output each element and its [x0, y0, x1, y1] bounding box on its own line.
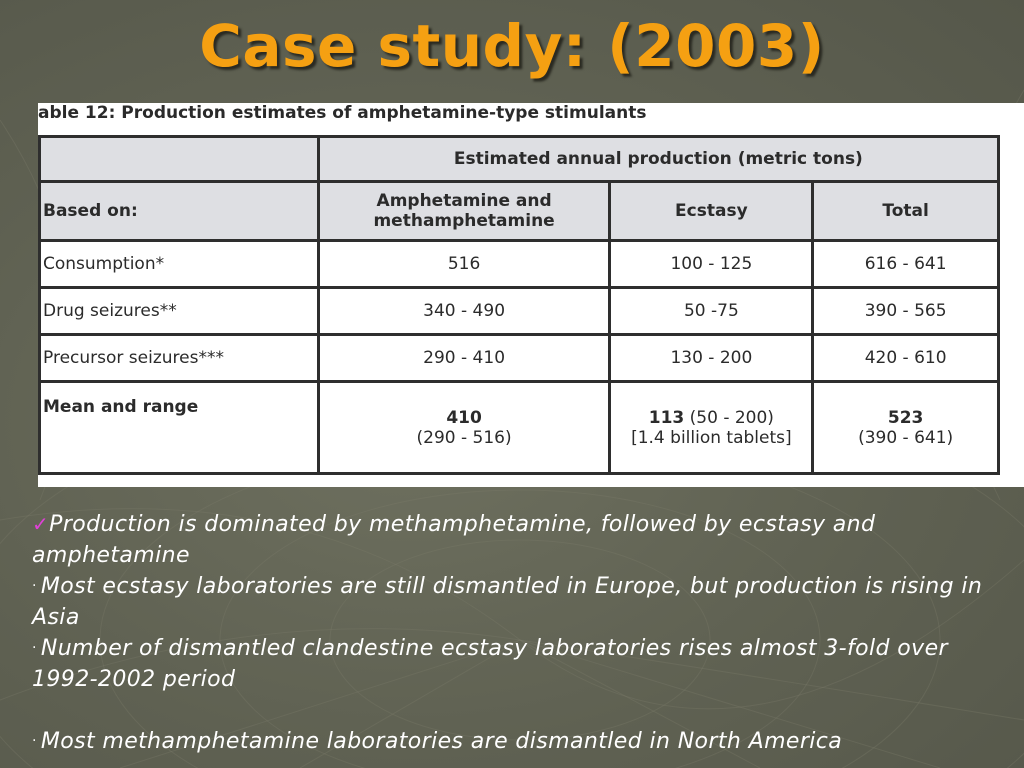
- ecstasy-cell: 130 - 200: [610, 335, 813, 382]
- bullet-item: [32, 571, 1000, 633]
- mean-row: [40, 382, 999, 474]
- amphetamine-mean-range: (290 - 516): [416, 427, 512, 448]
- bullet-text: Most ecstasy laboratories are still dismantled in Europe, but production is rising in Asia: [32, 574, 983, 630]
- row-label: Consumption*: [40, 241, 319, 288]
- checkmark-icon: ✓: [32, 512, 50, 536]
- group-header-cell: Estimated annual production (metric tons): [318, 137, 998, 182]
- row-label: Drug seizures**: [40, 288, 319, 335]
- ecstasy-cell: 50 -75: [610, 288, 813, 335]
- bullet-text: Number of dismantled clandestine ecstasy laboratories rises almost 3-fold over 1992-2002 period: [32, 636, 948, 692]
- ecstasy-column-header: Ecstasy: [610, 182, 813, 241]
- slide-title: Case study: (2003): [199, 12, 825, 80]
- table-corner-cell: [40, 137, 319, 182]
- ecstasy-mean-range: (50 - 200): [689, 407, 774, 428]
- row-label: Precursor seizures***: [40, 335, 319, 382]
- total-column-header: Total: [813, 182, 999, 241]
- total-cell: 420 - 610: [813, 335, 999, 382]
- bullet-spacer: [32, 695, 1000, 726]
- amphetamine-column-header: [318, 182, 610, 241]
- bullet-text: Production is dominated by methamphetamine, followed by ecstasy and amphetamine: [32, 512, 876, 568]
- mean-label: Mean and range: [40, 382, 319, 474]
- amphetamine-cell: 290 - 410: [318, 335, 610, 382]
- total-mean-value: 523: [887, 407, 924, 428]
- total-cell: 616 - 641: [813, 241, 999, 288]
- table-row: [40, 335, 999, 382]
- ecstasy-tablets-note: [1.4 billion tablets]: [631, 427, 792, 448]
- ecstasy-mean-cell: [610, 382, 813, 474]
- amphetamine-cell: 340 - 490: [318, 288, 610, 335]
- based-on-header: Based on:: [40, 182, 319, 241]
- bullet-dot-icon: ·: [32, 733, 37, 749]
- bullet-item: [32, 726, 1000, 757]
- bullet-text: Most methamphetamine laboratories are dismantled in North America: [40, 729, 843, 754]
- total-mean-cell: [813, 382, 999, 474]
- production-table: [38, 135, 1000, 475]
- bullet-item: [32, 509, 1000, 571]
- table-row: [40, 241, 999, 288]
- ecstasy-mean-value: 113: [648, 407, 685, 428]
- total-cell: 390 - 565: [813, 288, 999, 335]
- table-group-header-row: [40, 137, 999, 182]
- table-header-row: [40, 182, 999, 241]
- table-row: [40, 288, 999, 335]
- amphetamine-header-line2: methamphetamine: [373, 211, 555, 231]
- amphetamine-mean-cell: [318, 382, 610, 474]
- bullet-dot-icon: ·: [32, 640, 37, 656]
- bullet-item: [32, 633, 1000, 695]
- table-caption: able 12: Production estimates of amphetamine-type stimulants: [38, 103, 647, 123]
- bullet-dot-icon: ·: [32, 578, 37, 594]
- bullet-list: [32, 509, 1000, 757]
- amphetamine-header-line1: Amphetamine and: [376, 191, 552, 211]
- amphetamine-mean-value: 410: [446, 407, 482, 428]
- total-mean-range: (390 - 641): [858, 427, 954, 448]
- ecstasy-cell: 100 - 125: [610, 241, 813, 288]
- amphetamine-cell: 516: [318, 241, 610, 288]
- table-image-panel: [38, 103, 1024, 487]
